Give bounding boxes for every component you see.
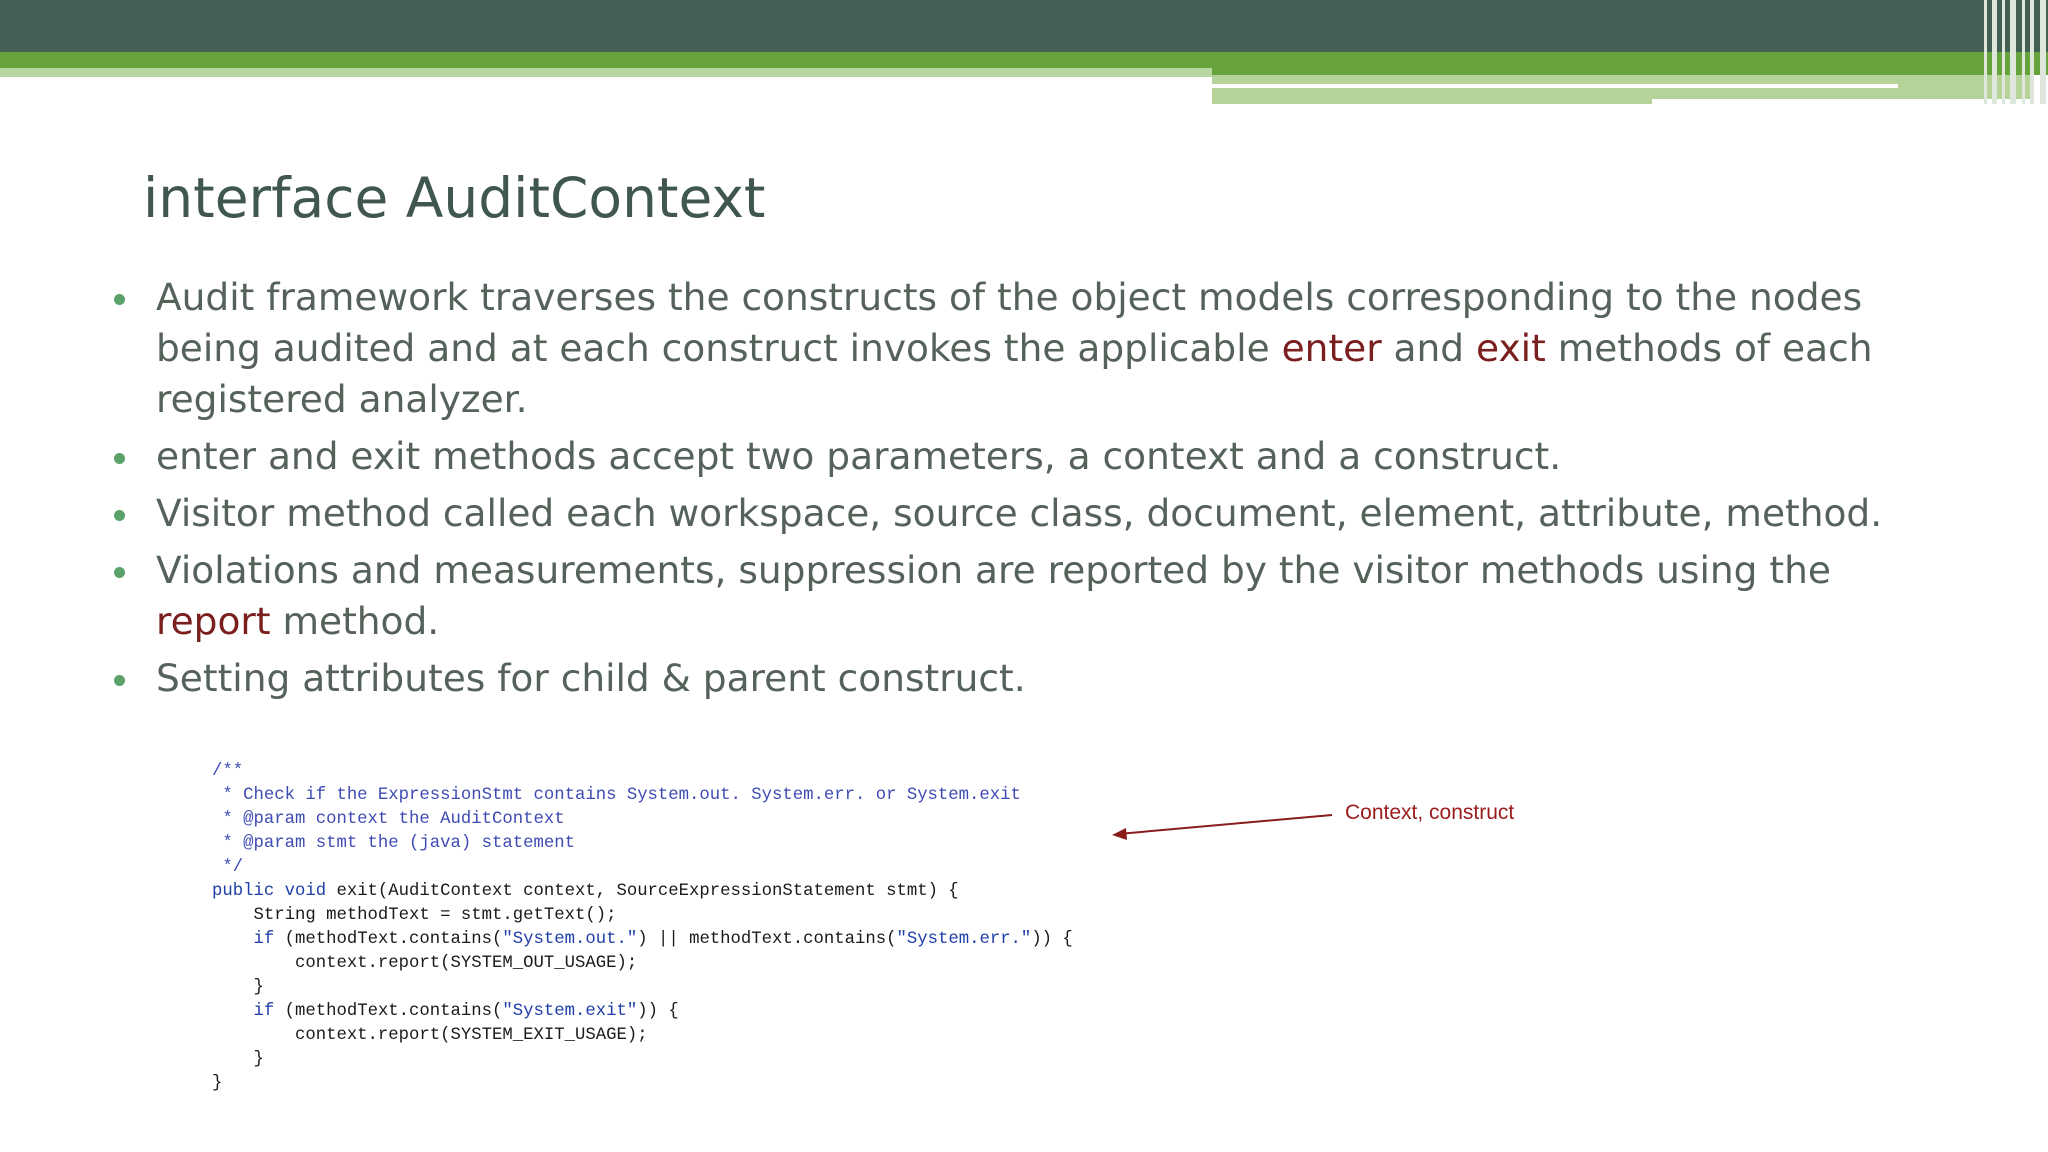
annotation-arrow xyxy=(1100,800,1340,850)
banner-light-band-left xyxy=(0,68,1212,77)
bullet-text: Audit framework traverses the constructs of the object models corresponding to the nodes being audited and at each construct invokes the applicable enter and exit methods of each registered analyzer. xyxy=(156,275,1873,421)
bullet-dot-icon xyxy=(114,675,125,686)
bullet-item xyxy=(114,653,1934,704)
bullet-list xyxy=(114,272,1934,710)
keyword-enter: enter xyxy=(1281,326,1382,370)
bullet-dot-icon xyxy=(114,567,125,578)
bullet-item xyxy=(114,545,1934,647)
banner-stripes xyxy=(1984,0,2048,104)
bullet-text: Setting attributes for child & parent construct. xyxy=(156,656,1026,700)
bullet-text: Violations and measurements, suppression are reported by the visitor methods using the report method. xyxy=(156,548,1831,643)
bullet-item xyxy=(114,272,1934,425)
banner-white-line xyxy=(1212,84,1898,88)
slide-title: interface AuditContext xyxy=(143,166,766,230)
bullet-dot-icon xyxy=(114,510,125,521)
bullet-item xyxy=(114,488,1934,539)
code-snippet: /** * Check if the ExpressionStmt contains System.out. System.err. or System.exit * @param context the AuditContext * @param stmt the (java) statement */ public void exit(AuditContext context, SourceExpressionStatement stmt) { String methodText = stmt.getText(); if (methodText.contains("System.out.") || methodText.contains("System.err.")) { context.report(SYSTEM_OUT_USAGE); } if (methodText.contains("System.exit")) { context.report(SYSTEM_EXIT_USAGE); } } xyxy=(212,762,1073,1093)
bullet-dot-icon xyxy=(114,453,125,464)
bullet-text: Visitor method called each workspace, source class, document, element, attribute, method. xyxy=(156,491,1883,535)
bullet-item xyxy=(114,431,1934,482)
bullet-dot-icon xyxy=(114,294,125,305)
bullet-text: enter and exit methods accept two parameters, a context and a construct. xyxy=(156,434,1562,478)
annotation-label: Context, construct xyxy=(1345,801,1515,824)
keyword-exit: exit xyxy=(1476,326,1546,370)
keyword-report: report xyxy=(156,599,271,643)
banner-dark-band xyxy=(0,0,2048,52)
